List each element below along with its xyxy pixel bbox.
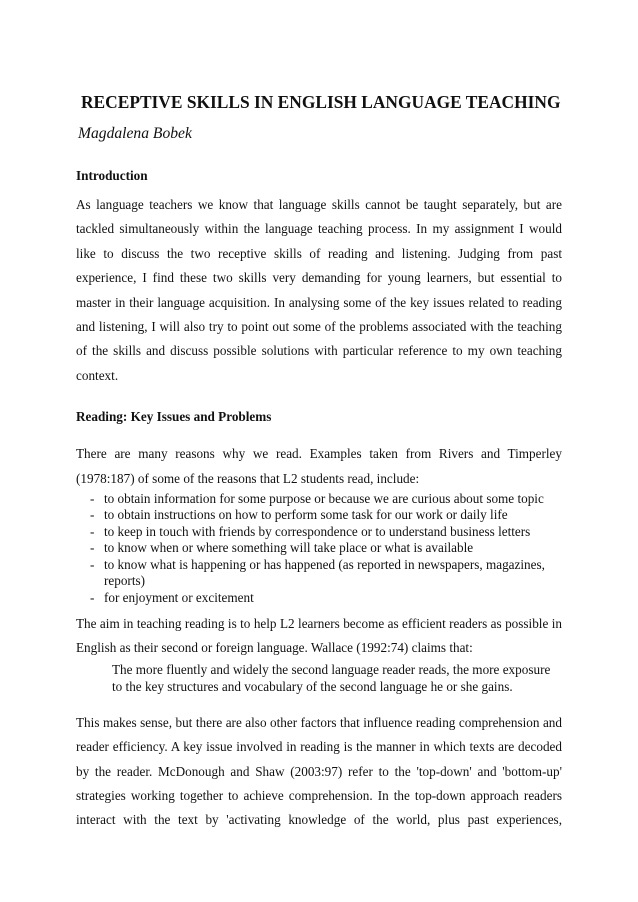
- document-author: Magdalena Bobek: [78, 125, 192, 142]
- list-item: [90, 491, 562, 507]
- bullet-marker: -: [90, 589, 95, 605]
- bullet-marker: -: [90, 523, 95, 539]
- bullet-marker: -: [90, 540, 95, 556]
- reasons-list: [76, 491, 562, 606]
- list-item: [90, 590, 562, 606]
- reading-heading: Reading: Key Issues and Problems: [76, 409, 272, 425]
- bullet-marker: -: [90, 507, 95, 523]
- reading-aim-paragraph: The aim in teaching reading is to help L2 learners become as efficient readers as possible in English as their second or foreign language. Wallace (1992:74) claims that:: [76, 615, 562, 656]
- list-item: [90, 540, 562, 556]
- list-item-text: to know what is happening or has happened (as reported in newspapers, magazines, reports): [104, 556, 545, 589]
- list-item-text: to obtain information for some purpose or because we are curious about some topic: [104, 491, 544, 507]
- list-item-text: for enjoyment or excitement: [104, 589, 254, 605]
- bullet-marker: -: [90, 491, 95, 507]
- list-item: [90, 507, 562, 523]
- bullet-marker: -: [90, 556, 95, 572]
- list-item: [90, 557, 562, 590]
- document-title: RECEPTIVE SKILLS IN ENGLISH LANGUAGE TEACHING: [81, 92, 561, 112]
- list-item: [90, 524, 562, 540]
- reading-strategies-paragraph: This makes sense, but there are also other factors that influence reading comprehension and reader efficiency. A key issue involved in reading is the manner in which texts are decoded by the reader. McDonough and Shaw (2003:97) refer to the 'top-down' and 'bottom-up' strategies working together to achieve comprehension. In the top-down approach readers interact with the text by 'activating knowledge of the world, plus past experiences,: [76, 714, 562, 828]
- introduction-paragraph: As language teachers we know that language skills cannot be taught separately, but are tackled simultaneously within the language teaching process. In my assignment I would like to discuss the two receptive skills of reading and listening. Judging from past experience, I find these two skills very demanding for young learners, but essential to master in their language acquisition. In analysing some of the key issues related to reading and listening, I will also try to point out some of the problems associated with the teaching of the skills and discuss possible solutions with particular reference to my own teaching context.: [76, 197, 562, 383]
- introduction-heading: Introduction: [76, 168, 148, 183]
- reading-intro-paragraph: There are many reasons why we read. Examples taken from Rivers and Timperley (1978:187) of some of the reasons that L2 students read, include:: [76, 446, 562, 486]
- list-item-text: to keep in touch with friends by correspondence or to understand business letters: [104, 523, 531, 539]
- list-item-text: to obtain instructions on how to perform some task for our work or daily life: [104, 507, 508, 523]
- list-item-text: to know when or where something will take place or what is available: [104, 540, 474, 556]
- wallace-quote: The more fluently and widely the second language reader reads, the more exposure to the key structures and vocabulary of the second language he or she gains.: [112, 661, 551, 694]
